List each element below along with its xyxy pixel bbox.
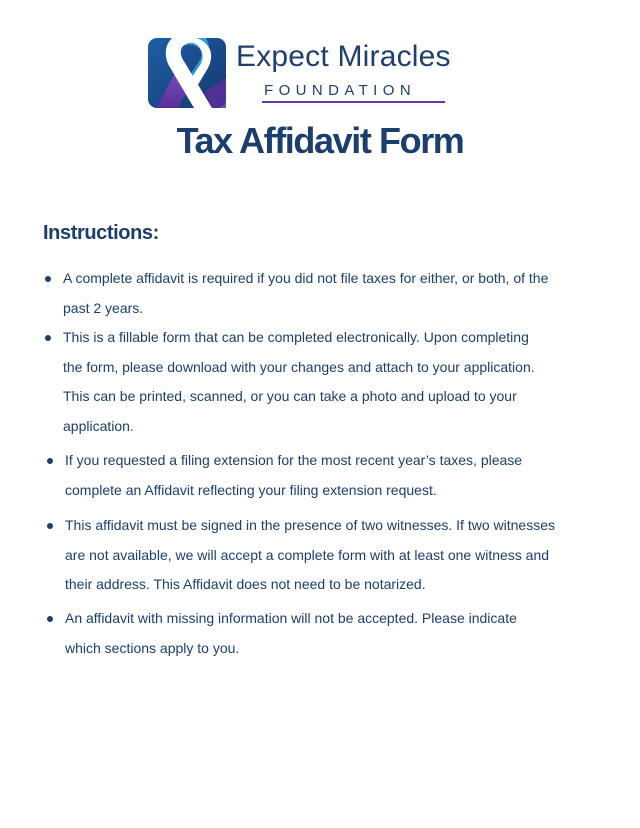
logo-subtitle-text: FOUNDATION [264,82,417,99]
ribbon-logo-icon [148,38,226,108]
foundation-logo [148,38,484,110]
instruction-text: A complete affidavit is required if you did not file taxes for either, or both, of the past 2 years. [63,270,549,316]
bullet-icon [47,616,53,622]
bullet-icon [45,335,51,341]
bullet-icon [47,523,53,529]
bullet-icon [47,458,53,464]
instruction-text: If you requested a filing extension for the most recent year’s taxes, please complete an Affidavit reflecting your filing extension request. [65,452,523,498]
bullet-icon [45,276,51,282]
instruction-text: This affidavit must be signed in the presence of two witnesses. If two witnesses are not available, we will accept a complete form with at least one witness and their address. This Affidavit does not need to be notarized. [65,517,555,592]
logo-underline [262,101,445,103]
page-title: Tax Affidavit Form [176,120,464,161]
instruction-text: This is a fillable form that can be completed electronically. Upon completing the form, please download with your changes and attach to your application. This can be printed, scanned, or you can take a photo and upload to your application. [63,329,535,434]
logo-name-text: Expect Miracles [236,40,451,73]
instruction-text: An affidavit with missing information will not be accepted. Please indicate which sections apply to you. [65,610,517,656]
instructions-heading: Instructions: [43,222,159,244]
